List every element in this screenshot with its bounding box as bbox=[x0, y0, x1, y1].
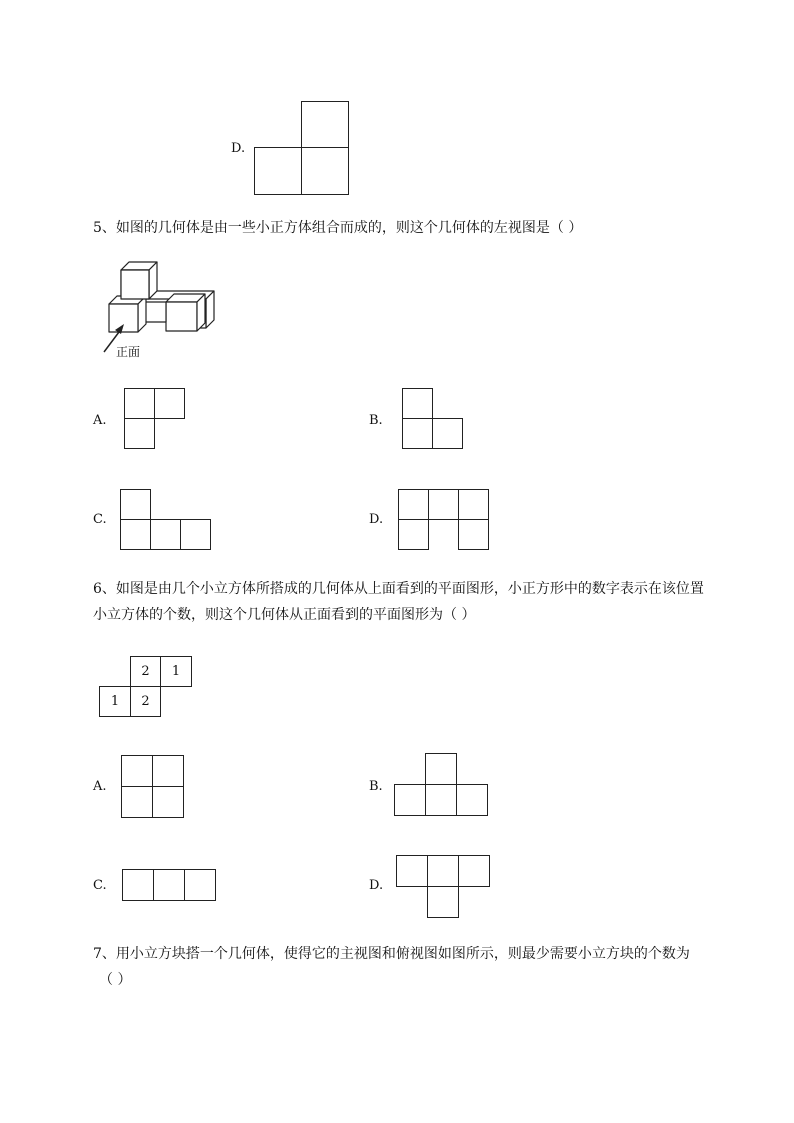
square bbox=[120, 519, 151, 550]
square bbox=[394, 784, 426, 816]
square bbox=[432, 418, 463, 449]
square bbox=[396, 855, 428, 887]
square bbox=[428, 489, 459, 520]
square bbox=[180, 519, 211, 550]
square bbox=[458, 519, 489, 550]
q6-question-text-line1: 6、如图是由几个小立方体所搭成的几何体从上面看到的平面图形，小正方形中的数字表示在该位置 bbox=[93, 581, 704, 597]
square bbox=[402, 388, 433, 419]
grid-cell-r1c2: 2 bbox=[130, 656, 161, 687]
square bbox=[152, 786, 184, 818]
square bbox=[121, 786, 153, 818]
q6-question-text-line2: 小立方体的个数，则这个几何体从正面看到的平面图形为（ ） bbox=[93, 607, 476, 623]
square bbox=[301, 101, 349, 149]
square bbox=[398, 489, 429, 520]
square bbox=[458, 855, 490, 887]
square bbox=[122, 869, 154, 901]
square bbox=[120, 489, 151, 520]
q5-option-c-label[interactable]: C. bbox=[93, 512, 107, 527]
square bbox=[458, 489, 489, 520]
square bbox=[456, 784, 488, 816]
q5-option-a-label[interactable]: A. bbox=[93, 413, 107, 428]
q7-question-text-line2: （ ） bbox=[99, 972, 132, 988]
grid-cell-r2c1: 1 bbox=[99, 686, 131, 717]
square bbox=[152, 755, 184, 787]
square bbox=[124, 388, 155, 419]
square bbox=[301, 147, 349, 195]
square bbox=[425, 753, 457, 785]
q6-option-b-label[interactable]: B. bbox=[369, 779, 383, 794]
q5-option-b-label[interactable]: B. bbox=[369, 413, 383, 428]
square bbox=[427, 886, 459, 918]
square bbox=[153, 869, 185, 901]
square bbox=[425, 784, 457, 816]
q5-option-d-label[interactable]: D. bbox=[369, 512, 384, 527]
square bbox=[402, 418, 433, 449]
square bbox=[184, 869, 216, 901]
square bbox=[427, 855, 459, 887]
grid-cell-r2c2: 2 bbox=[130, 686, 161, 717]
square bbox=[121, 755, 153, 787]
q4-option-d-label[interactable]: D. bbox=[231, 141, 246, 156]
square bbox=[254, 147, 303, 195]
q6-option-a-label[interactable]: A. bbox=[93, 779, 107, 794]
q6-option-d-label[interactable]: D. bbox=[369, 878, 384, 893]
square bbox=[154, 388, 185, 419]
q5-question-text: 5、如图的几何体是由一些小正方体组合而成的，则这个几何体的左视图是（ ） bbox=[93, 220, 583, 236]
grid-cell-r1c3: 1 bbox=[160, 656, 192, 687]
q7-question-text-line1: 7、用小立方块搭一个几何体，使得它的主视图和俯视图如图所示，则最少需要小立方块的个数为 bbox=[93, 946, 690, 962]
square bbox=[124, 418, 155, 449]
square bbox=[398, 519, 429, 550]
q6-option-c-label[interactable]: C. bbox=[93, 878, 107, 893]
square bbox=[150, 519, 181, 550]
q5-front-label: 正面 bbox=[116, 345, 141, 359]
